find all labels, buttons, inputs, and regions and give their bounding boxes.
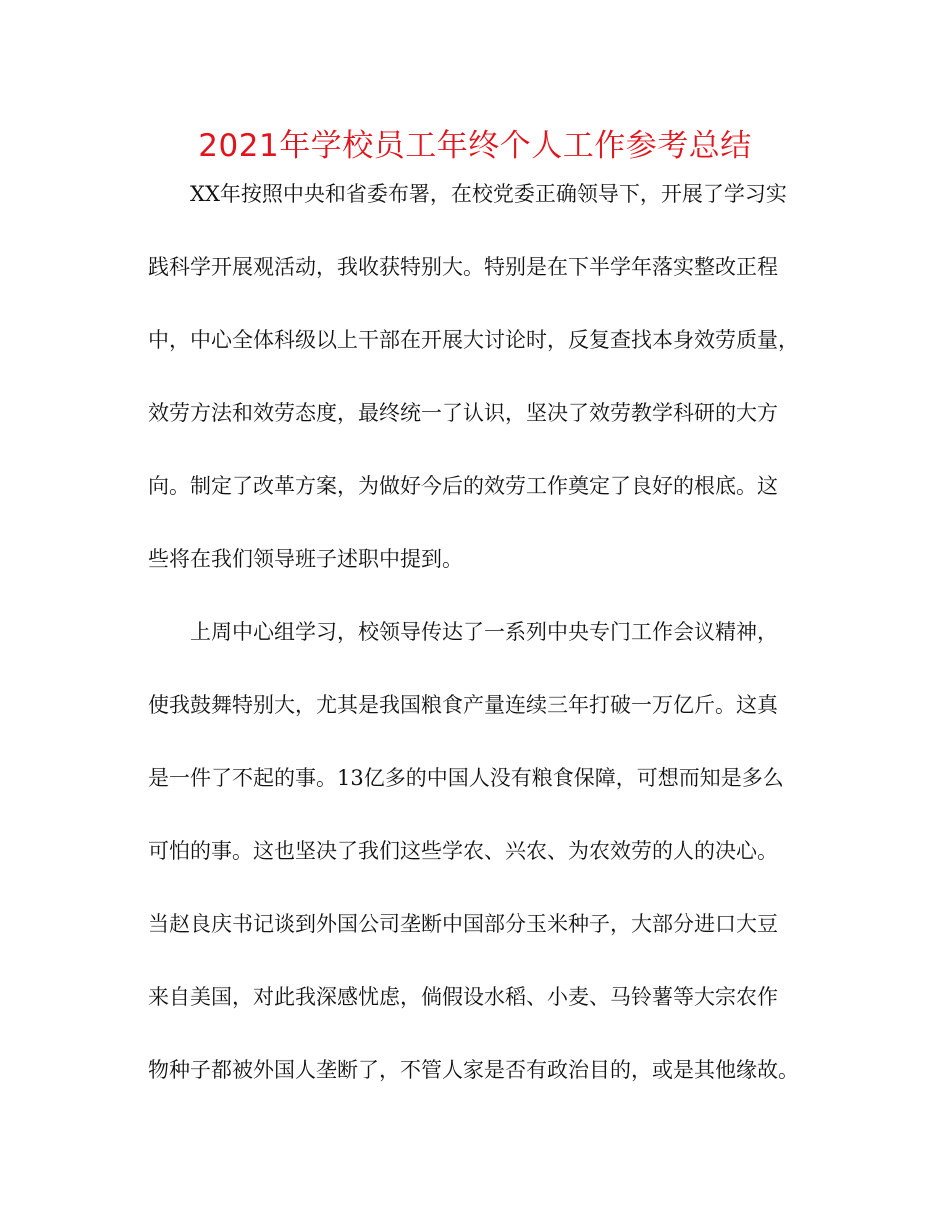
paragraph-line: 效劳方法和效劳态度，最终统一了认识，坚决了效劳教学科研的大方	[148, 401, 778, 425]
paragraph-line: 物种子都被外国人垄断了，不管人家是否有政治目的，或是其他缘故。	[148, 1058, 799, 1082]
paragraph-2	[148, 610, 808, 1121]
paragraph-line: 些将在我们领导班子述职中提到。	[148, 547, 463, 571]
paragraph-line: XX年按照中央和省委布署，在校党委正确领导下，开展了学习实	[190, 182, 787, 206]
paragraph-line: 向。制定了改革方案，为做好今后的效劳工作奠定了良好的根底。这	[148, 474, 778, 498]
paragraph-line: 当赵良庆书记谈到外国公司垄断中国部分玉米种子，大部分进口大豆	[148, 912, 778, 936]
paragraph-line: 中，中心全体科级以上干部在开展大讨论时，反复查找本身效劳质量，	[148, 328, 799, 352]
paragraph-line: 可怕的事。这也坚决了我们这些学农、兴农、为农效劳的人的决心。	[148, 839, 778, 863]
paragraph-line: 来自美国，对此我深感忧虑，倘假设水稻、小麦、马铃薯等大宗农作	[148, 985, 778, 1009]
paragraph-1	[148, 172, 808, 610]
paragraph-line: 践科学开展观活动，我收获特别大。特别是在下半学年落实整改正程	[148, 255, 778, 279]
paragraph-line: 上周中心组学习，校领导传达了一系列中央专门工作会议精神，	[190, 620, 778, 644]
document-title: 2021年学校员工年终个人工作参考总结	[198, 128, 752, 164]
paragraph-line: 使我鼓舞特别大，尤其是我国粮食产量连续三年打破一万亿斤。这真	[148, 693, 778, 717]
document-body	[148, 172, 808, 1121]
paragraph-line: 是一件了不起的事。13亿多的中国人没有粮食保障，可想而知是多么	[148, 766, 784, 790]
